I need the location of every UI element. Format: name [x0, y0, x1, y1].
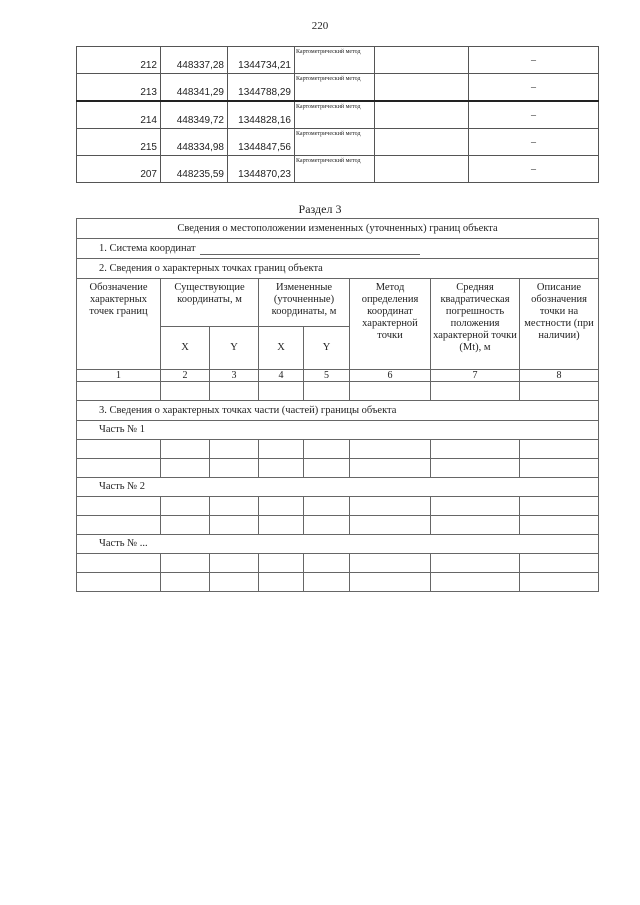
column-header-x: X	[161, 327, 210, 370]
column-index: 7	[431, 370, 520, 382]
point-number: 214	[77, 101, 161, 129]
empty-cell	[375, 47, 469, 74]
coord-y: 1344870,23	[228, 156, 295, 183]
table-row	[77, 47, 599, 74]
point-number: 215	[77, 129, 161, 156]
column-index: 5	[304, 370, 350, 382]
coord-x: 448341,29	[161, 74, 228, 102]
column-index: 3	[210, 370, 259, 382]
table-row	[77, 440, 599, 459]
coord-system-row	[77, 239, 599, 259]
description: –	[469, 101, 599, 129]
coord-x: 448235,59	[161, 156, 228, 183]
coord-x: 448337,28	[161, 47, 228, 74]
column-index: 6	[350, 370, 431, 382]
coord-x: 448349,72	[161, 101, 228, 129]
column-header-y: Y	[210, 327, 259, 370]
column-header-existing: Существующие координаты, м	[161, 279, 259, 327]
page-number: 220	[311, 20, 329, 32]
table-row	[77, 74, 599, 102]
method: Картометрический метод	[295, 101, 375, 129]
section-3-table	[76, 218, 599, 592]
column-index: 4	[259, 370, 304, 382]
table-row	[77, 497, 599, 516]
coord-system-field	[200, 244, 420, 255]
table-row	[77, 573, 599, 592]
part-2-label: Часть № 2	[77, 478, 599, 497]
table-row	[77, 554, 599, 573]
table-row	[77, 129, 599, 156]
part-1-label: Часть № 1	[77, 421, 599, 440]
coordinates-table	[76, 46, 599, 183]
column-index: 2	[161, 370, 210, 382]
part-n-label: Часть № ...	[77, 535, 599, 554]
empty-cell	[375, 101, 469, 129]
section-header: Сведения о местоположении измененных (уточненных) границ объекта	[77, 219, 599, 239]
coord-y: 1344847,56	[228, 129, 295, 156]
table-row	[77, 459, 599, 478]
point-number: 212	[77, 47, 161, 74]
parts-label: 3. Сведения о характерных точках части (частей) границы объекта	[77, 401, 599, 421]
column-header-x2: X	[259, 327, 304, 370]
point-number: 213	[77, 74, 161, 102]
column-header-changed: Измененные (уточненные) координаты, м	[259, 279, 350, 327]
points-label: 2. Сведения о характерных точках границ объекта	[77, 259, 599, 279]
empty-cell	[375, 156, 469, 183]
description: –	[469, 74, 599, 102]
column-header-y2: Y	[304, 327, 350, 370]
point-number: 207	[77, 156, 161, 183]
column-header-error: Средняя квадратическая погрешность положения характерной точки (Mt), м	[431, 279, 520, 370]
method: Картометрический метод	[295, 74, 375, 102]
method: Картометрический метод	[295, 129, 375, 156]
column-index: 1	[77, 370, 161, 382]
coord-y: 1344734,21	[228, 47, 295, 74]
description: –	[469, 47, 599, 74]
column-index: 8	[520, 370, 599, 382]
section-title: Раздел 3	[298, 202, 342, 216]
table-row	[77, 101, 599, 129]
table-row	[77, 156, 599, 183]
table-row	[77, 382, 599, 401]
column-header-designation: Обозначение характерных точек границ	[77, 279, 161, 370]
description: –	[469, 156, 599, 183]
description: –	[469, 129, 599, 156]
column-header-method: Метод определения координат характерной точки	[350, 279, 431, 370]
table-row	[77, 516, 599, 535]
coord-system-label: 1. Система координат	[99, 242, 196, 254]
method: Картометрический метод	[295, 47, 375, 74]
column-header-description: Описание обозначения точки на местности (при наличии)	[520, 279, 599, 370]
method: Картометрический метод	[295, 156, 375, 183]
coord-y: 1344788,29	[228, 74, 295, 102]
coord-x: 448334,98	[161, 129, 228, 156]
empty-cell	[375, 74, 469, 102]
index-row	[77, 370, 599, 382]
empty-cell	[375, 129, 469, 156]
coord-y: 1344828,16	[228, 101, 295, 129]
